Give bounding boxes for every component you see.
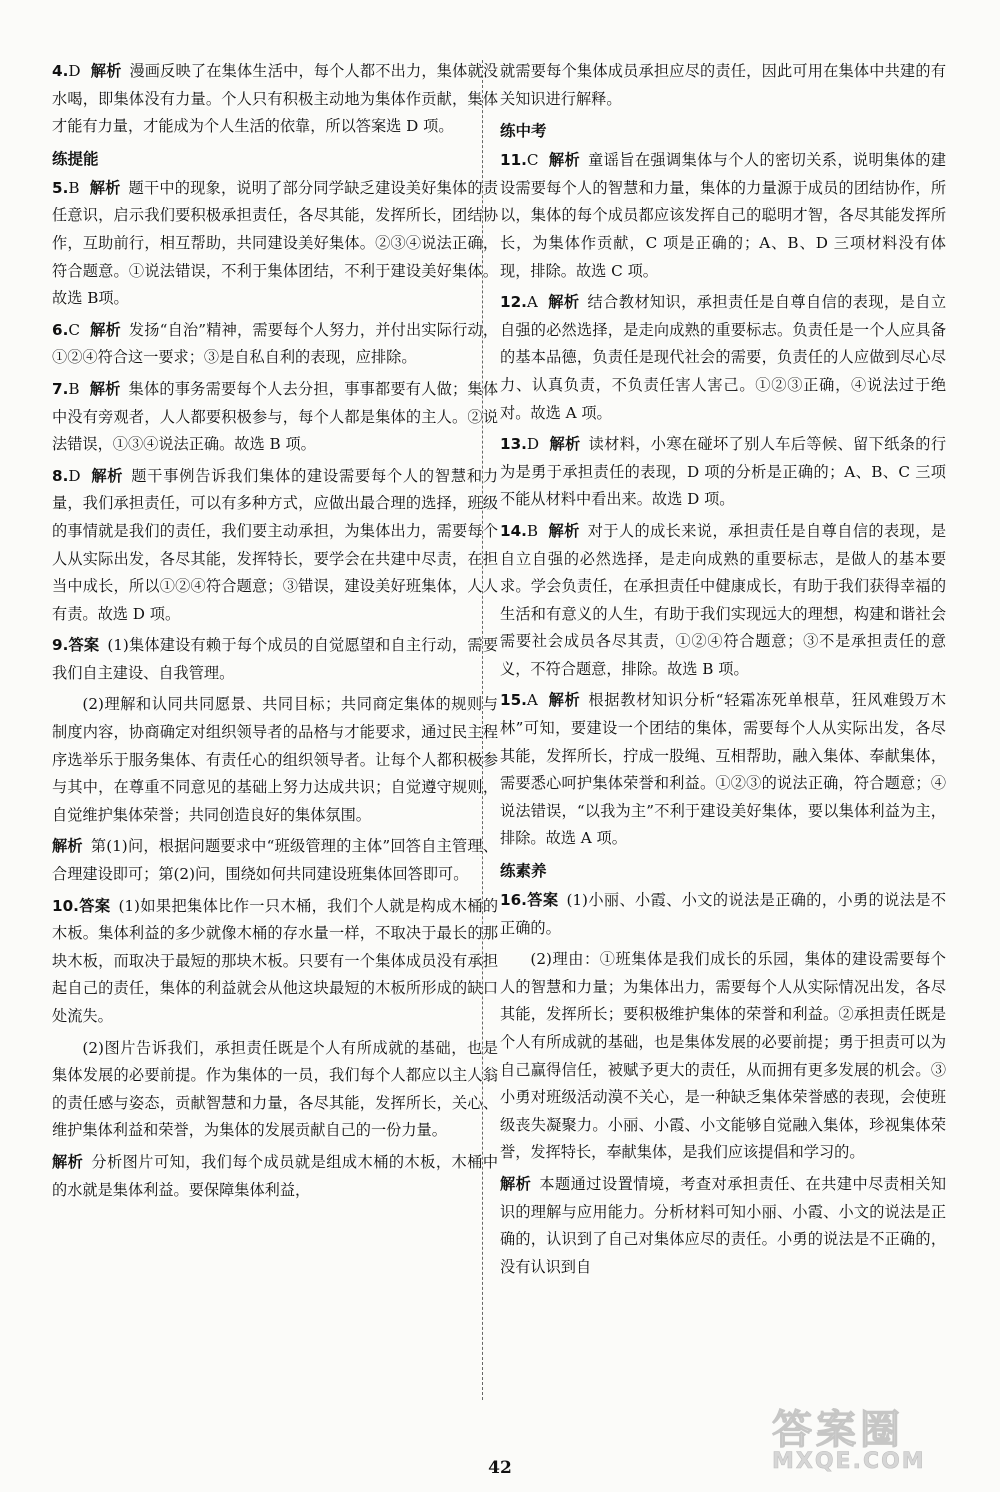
item-number: 4. (52, 62, 69, 80)
item-number: 13. (500, 435, 527, 454)
item-number: 6. (52, 320, 69, 339)
answer-item-16 (500, 887, 946, 942)
analysis-text: 对于人的成长来说，承担责任是自尊自信的表现，是自立自强的必然选择，是走向成熟的重要标志，是做人的基本要求。学会负责任，在承担责任中健康成长，有助于我们获得幸福的生活和有意义的人生，有助于我们实现远大的理想，构建和谐社会需要社会成员各尽其责，①②④符合题意；③不是承担责任的意义，不符合题意，排除。故选 B 项。 (500, 521, 947, 678)
analysis-tag: 解析 (547, 293, 580, 312)
answer-part-1: (1)小丽、小霞、小文的说法是正确的，小勇的说法是不正确的。 (500, 891, 947, 937)
analysis-text: 集体的事务需要每个人去分担，事事都要有人做；集体中没有旁观者，人人都要积极参与，每个人都是集体的主人。②说法错误，①③④说法正确。故选 B 项。 (52, 379, 499, 454)
answer-option: D (526, 435, 540, 454)
section-heading-literacy-practice: 练素养 (500, 862, 547, 881)
answer-part-2: (2)图片告诉我们，承担责任既是个人有所成就的基础，也是集体发展的必要前提。作为集体的一员，我们每个人都应以主人翁的责任感与姿态，贡献智慧和力量，各尽其能，发挥所长，关心、维护集体利益和荣誉，为集体的发展贡献自己的一份力量。 (52, 1038, 498, 1140)
analysis-item-16 (500, 1171, 946, 1281)
analysis-tag: 解析 (90, 466, 124, 485)
item-number: 8. (52, 466, 69, 485)
analysis-text: 根据教材知识分析“轻霜冻死单根草，狂风难毁万木林”可知，要建设一个团结的集体，需要每个人从实际出发，各尽其能，发挥所长，拧成一股绳、互相帮助，融入集体、奉献集体，需要悉心呵护集体荣誉和利益。①②③的说法正确，符合题意；④说法错误，“以我为主”不利于建设美好集体，要以集体利益为主，排除。故选 A 项。 (500, 691, 947, 848)
answer-option: B (526, 521, 539, 540)
answer-part-2: (2)理解和认同共同愿景、共同目标；共同商定集体的规则与制度内容，协商确定对组织领导者的品格与才能要求，通过民主程序选举乐于服务集体、有责任心的组织领导者。让每个人都积极参与其中，在尊重不同意见的基础上努力达成共识；自觉遵守规则，自觉维护集体荣誉；共同创造良好的集体氛围。 (52, 695, 498, 824)
answer-item-4 (52, 58, 498, 141)
analysis-tag: 解析 (549, 435, 581, 454)
analysis-tag: 解析 (52, 837, 83, 856)
answer-option: A (526, 691, 538, 710)
analysis-text: 题干中的现象，说明了部分同学缺乏建设美好集体的责任意识，启示我们要积极承担责任，各尽其能，发挥所长，团结协作，互助前行，相互帮助，共同建设美好集体。②③④说法正确，符合题意。①说法错误，不利于集体团结，不利于建设美好集体。故选 B项。 (52, 178, 499, 308)
answer-item-9 (52, 632, 498, 687)
item-number: 9. (52, 636, 69, 655)
answer-option: D (68, 62, 81, 80)
analysis-tag: 解析 (547, 691, 581, 710)
item-number: 5. (52, 178, 69, 197)
section-heading-practice-ability: 练提能 (52, 149, 99, 168)
analysis-tag: 解析 (500, 1174, 532, 1193)
answer-item-15 (500, 687, 946, 853)
answer-item-11 (500, 147, 946, 285)
answer-option: B (68, 178, 80, 197)
item-number: 11. (500, 151, 527, 170)
answer-tag: 答案 (78, 896, 111, 915)
answer-part-1: (1)如果把集体比作一只木桶，我们个人就是构成木桶的木板。集体利益的多少就像木桶的存水量一样，不取决于最长的那块木板，而取决于最短的那块木板。只要有一个集体成员没有承担起自己的责任，集体的利益就会从他这块最短的木板所形成的缺口处流失。 (52, 896, 499, 1025)
analysis-item-9 (52, 833, 498, 888)
answer-item-7 (52, 376, 498, 459)
analysis-tag: 解析 (89, 178, 121, 197)
answer-tag: 答案 (526, 891, 559, 910)
answer-item-10 (52, 893, 498, 1031)
answer-part-2: (2)理由：①班集体是我们成长的乐园，集体的建设需要每个人的智慧和力量；为集体出力，需要每个人从实际情况出发，各尽其能，发挥所长；要积极维护集体的荣誉和利益。②承担责任既是个人有所成就的基础，也是集体发展的必要前提；勇于担责可以为自己赢得信任，被赋予更大的责任，从而拥有更多发展的机会。③小勇对班级活动漠不关心，是一种缺乏集体荣誉感的表现，会使班级丧失凝聚力。小丽、小霞、小文能够自觉融入集体，珍视集体荣誉，发挥特长，奉献集体，是我们应该提倡和学习的。 (500, 950, 946, 1162)
analysis-item-10 (52, 1149, 498, 1204)
item-number: 7. (52, 379, 69, 398)
analysis-text: 结合教材知识，承担责任是自尊自信的表现，是自立自强的必然选择，是走向成熟的重要标志。负责任是一个人应具备的基本品德，负责任是现代社会的需要，负责任的人应做到尽心尽力、认真负责，不负责任害人害己。①②③正确，④说法过于绝对。故选 A 项。 (500, 293, 947, 422)
answer-option: A (526, 293, 538, 312)
left-column (52, 58, 498, 1208)
answer-item-6 (52, 317, 498, 372)
analysis-tag: 解析 (89, 379, 121, 398)
answer-item-14 (500, 518, 946, 684)
page-number: 42 (488, 1458, 512, 1478)
answer-item-13 (500, 431, 946, 514)
watermark-top-text: 答案圈 (772, 1407, 904, 1453)
answer-option: C (68, 320, 80, 339)
analysis-text: 第(1)问，根据问题要求中“班级管理的主体”回答自主管理、合理建设即可；第(2)问，围绕如何共同建设班集体回答即可。 (52, 837, 498, 884)
analysis-text: 本题通过设置情境，考查对承担责任、在共建中尽责相关知识的理解与应用能力。分析材料可知小丽、小霞、小文的说法是正确的，认识到了自己对集体应尽的责任。小勇的说法是不正确的，没有认识到自 (500, 1174, 947, 1276)
item-number: 10. (52, 896, 79, 915)
analysis-text: 漫画反映了在集体生活中，每个人都不出力，集体就没水喝，即集体没有力量。个人只有积极主动地为集体作贡献，集体才能有力量，才能成为个人生活的依靠，所以答案选 D 项。 (52, 62, 499, 136)
answer-option: C (526, 151, 539, 170)
item-number: 14. (500, 521, 527, 540)
answer-item-8 (52, 463, 498, 629)
analysis-tag: 解析 (90, 62, 122, 80)
analysis-tag: 解析 (548, 151, 581, 170)
watermark-bottom-text: MXQE.COM (772, 1449, 926, 1474)
analysis-text: 读材料，小寒在碰坏了别人车后等候、留下纸条的行为是勇于承担责任的表现，D 项的分析是正确的；A、B、C 三项不能从材料中看出来。故选 D 项。 (500, 435, 947, 509)
analysis-text: 发扬“自治”精神，需要每个人努力，并付出实际行动，①②④符合这一要求；③是自私自利的表现，应排除。 (52, 320, 499, 367)
item-number: 15. (500, 691, 527, 710)
answer-item-12 (500, 289, 946, 427)
right-column (500, 58, 946, 1285)
answer-option: B (68, 379, 80, 398)
item-number: 12. (500, 293, 527, 312)
analysis-tag: 解析 (548, 521, 580, 540)
analysis-tag: 解析 (89, 320, 121, 339)
continued-text: 就需要每个集体成员承担应尽的责任，因此可用在集体中共建的有关知识进行解释。 (500, 62, 946, 108)
answer-item-5 (52, 175, 498, 313)
answer-option: D (68, 466, 81, 485)
answer-part-1: (1)集体建设有赖于每个成员的自觉愿望和自主行动，需要我们自主建设、自我管理。 (52, 636, 499, 682)
item-number: 16. (500, 891, 527, 910)
analysis-text: 分析图片可知，我们每个成员就是组成木桶的木板，木桶中的水就是集体利益。要保障集体利益， (52, 1152, 499, 1199)
analysis-tag: 解析 (52, 1152, 84, 1171)
analysis-text: 题干事例告诉我们集体的建设需要每个人的智慧和力量，我们承担责任，可以有多种方式，应做出最合理的选择，班级的事情就是我们的责任，我们要主动承担，为集体出力，需要每个人从实际出发，各尽其能，发挥特长，要学会在共建中尽责，在担当中成长，所以①②④符合题意；③错误，建设美好班集体，人人有责。故选 D 项。 (52, 466, 499, 623)
analysis-text: 童谣旨在强调集体与个人的密切关系，说明集体的建设需要每个人的智慧和力量，集体的力量源于成员的团结协作，所以，集体的每个成员都应该发挥自己的聪明才智，各尽其能发挥所长，为集体作贡献，C 项是正确的；A、B、D 三项材料没有体现，排除。故选 C 项。 (500, 151, 947, 280)
answer-tag: 答案 (68, 636, 100, 655)
watermark-logo (772, 1398, 972, 1478)
section-heading-exam-practice: 练中考 (500, 122, 547, 141)
